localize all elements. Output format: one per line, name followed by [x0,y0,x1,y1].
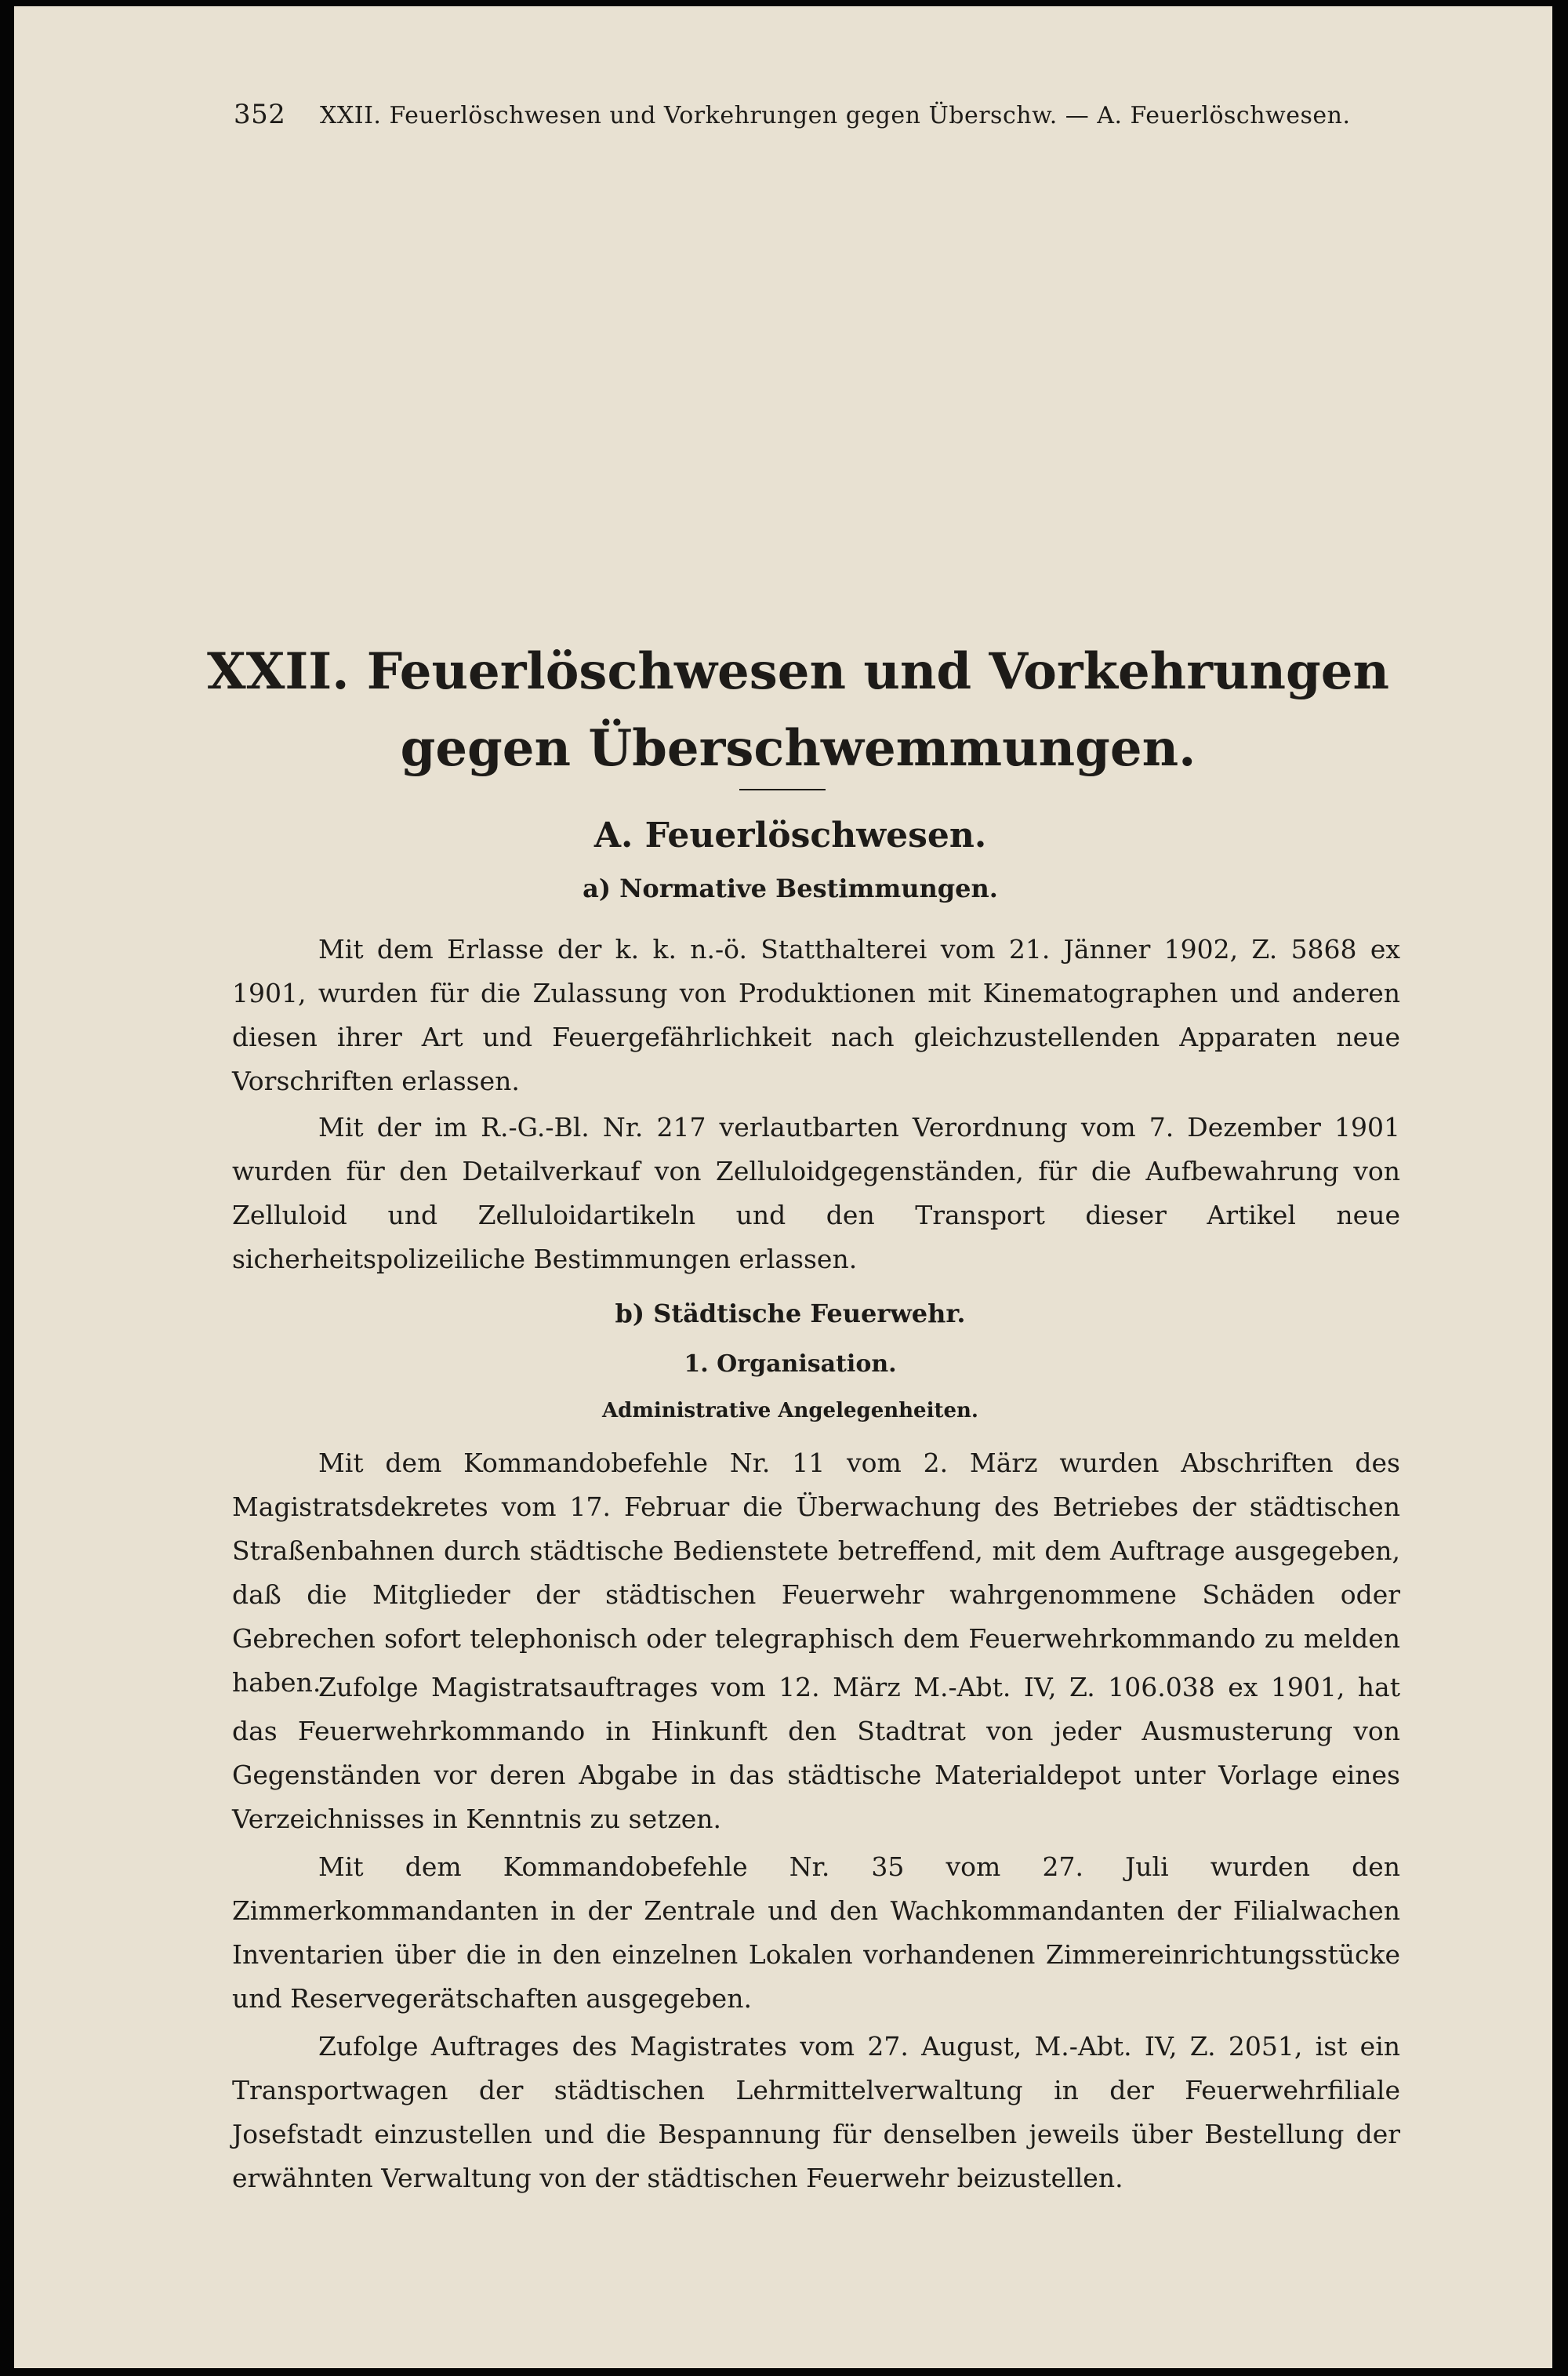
running-head-text: XXII. Feuerlöschwesen und Vorkehrungen gegen Überschw. — A. Feuerlöschwesen. [320,102,1351,129]
paragraph: Zufolge Magistratsauftrages vom 12. März M.-Abt. IV, Z. 106.038 ex 1901, hat das Feuerwehrkommando in Hinkunft den Stadtrat von jeder Ausmusterung von Gegenständen vor deren Abgabe in das städtische Materialdepot unter Vorlage eines Verzeichnisses in Kenntnis zu setzen. [232,1672,1400,1834]
paragraph: Mit dem Erlasse der k. k. n.-ö. Statthalterei vom 21. Jänner 1902, Z. 5868 ex 1901, wurden für die Zulassung von Produktionen mit Kinematographen und anderen diesen ihrer Art und Feuergefährlichkeit nach gleichzustellenden Apparaten neue Vorschriften erlassen. [232,934,1400,1096]
page-number: 352 [234,99,286,130]
chapter-title: XXII. Feuerlöschwesen und Vorkehrungen gegen Überschwemmungen. [207,642,1389,778]
paragraph: Mit dem Kommandobefehle Nr. 35 vom 27. Juli wurden den Zimmerkommandanten in der Zentrale und den Wachkommandanten der Filialwachen Inventarien über die in den einzelnen Lokalen vorhandenen Zimmereinrichtungsstücke und Reservegerätschaften ausgegeben. [232,1851,1400,2014]
document-page [14,6,1552,2368]
subsection-heading-b: b) Städtische Feuerwehr. [615,1299,966,1328]
paragraph: Zufolge Auftrages des Magistrates vom 27. August, M.-Abt. IV, Z. 2051, ist ein Transportwagen der städtischen Lehrmittelverwaltung in der Feuerwehrfiliale Josefstadt einzustellen und die Bespannung für denselben jeweils über Bestellung der erwähnten Verwaltung von der städtischen Feuerwehr beizustellen. [232,2031,1400,2193]
running-head [234,99,1351,130]
section-heading: A. Feuerlöschwesen. [593,816,987,856]
paragraph: Mit dem Kommandobefehle Nr. 11 vom 2. März wurden Abschriften des Magistratsdekretes vom 17. Februar die Überwachung des Betriebes der städtischen Straßenbahnen durch städtische Bedienstete betreffend, mit dem Auftrage ausgegeben, daß die Mitglieder der städtischen Feuerwehr wahrgenommene Schäden oder Gebrechen sofort telephonisch oder telegraphisch dem Feuerwehrkommando zu melden haben. [232,1448,1400,1698]
subsection-heading-administrative: Administrative Angelegenheiten. [602,1399,978,1422]
title-divider [739,789,826,790]
subsection-heading-organisation: 1. Organisation. [684,1350,897,1378]
subsection-heading-a: a) Normative Bestimmungen. [583,874,998,903]
paragraph: Mit der im R.-G.-Bl. Nr. 217 verlautbarten Verordnung vom 7. Dezember 1901 wurden für den Detailverkauf von Zelluloidgegenständen, für die Aufbewahrung von Zelluloid und Zelluloidartikeln und den Transport dieser Artikel neue sicherheitspolizeiliche Bestimmungen erlassen. [232,1112,1400,1274]
